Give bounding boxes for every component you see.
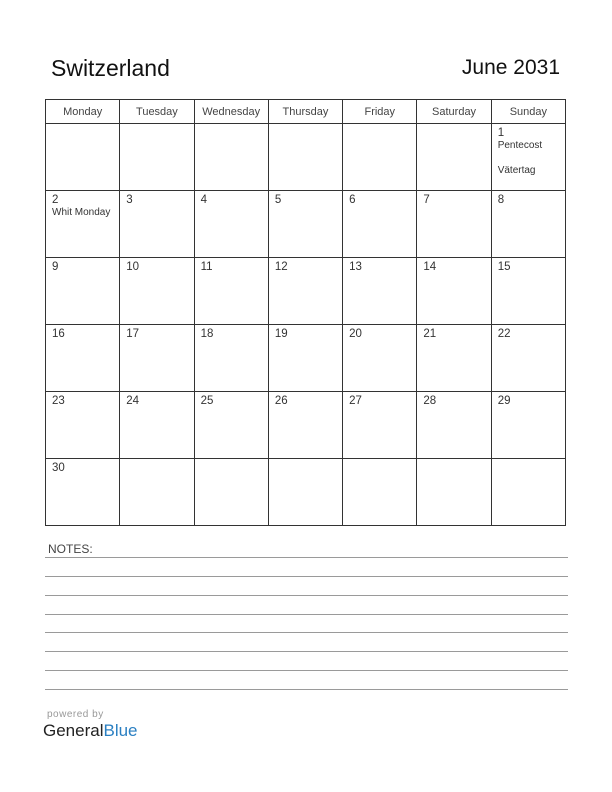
day-cell xyxy=(120,325,194,392)
day-cell xyxy=(417,124,491,191)
logo-blue-text: Blue xyxy=(103,721,138,740)
day-cell xyxy=(417,392,491,459)
logo-general-text: General xyxy=(43,721,104,740)
day-number: 26 xyxy=(274,395,288,407)
holiday-label: Pentecost xyxy=(497,140,543,151)
day-cell xyxy=(120,459,194,526)
country-title: Switzerland xyxy=(51,55,170,81)
calendar-grid xyxy=(45,99,566,526)
day-cell xyxy=(343,325,417,392)
holiday-label: Vätertag xyxy=(497,165,536,176)
day-cell xyxy=(491,392,565,459)
weekday-header-friday: Friday xyxy=(343,100,417,124)
note-line xyxy=(45,670,568,671)
day-number: 25 xyxy=(200,395,214,407)
day-number: 19 xyxy=(274,328,288,340)
day-cell xyxy=(194,191,268,258)
day-number: 21 xyxy=(423,328,437,340)
day-number: 18 xyxy=(200,328,214,340)
week-row xyxy=(46,392,566,459)
note-line xyxy=(45,595,568,596)
weekday-header-saturday: Saturday xyxy=(417,100,491,124)
week-row xyxy=(46,124,566,191)
weekday-header-thursday: Thursday xyxy=(268,100,342,124)
day-number: 30 xyxy=(52,462,65,474)
day-cell xyxy=(491,459,565,526)
week-row xyxy=(46,459,566,526)
day-cell xyxy=(491,191,565,258)
day-number: 16 xyxy=(52,328,65,340)
day-number: 15 xyxy=(497,261,511,273)
day-cell xyxy=(491,258,565,325)
note-line xyxy=(45,614,568,615)
week-row xyxy=(46,191,566,258)
day-cell xyxy=(268,258,342,325)
week-row xyxy=(46,325,566,392)
day-cell xyxy=(46,459,120,526)
day-number: 20 xyxy=(349,328,362,340)
weekday-header-row xyxy=(46,100,566,124)
weekday-header-monday: Monday xyxy=(46,100,120,124)
day-cell xyxy=(46,191,120,258)
notes-label: NOTES: xyxy=(48,542,93,556)
day-cell xyxy=(268,392,342,459)
day-number: 9 xyxy=(52,261,59,273)
week-row xyxy=(46,258,566,325)
day-cell xyxy=(46,392,120,459)
day-cell xyxy=(343,459,417,526)
day-cell xyxy=(120,191,194,258)
calendar-body xyxy=(46,124,566,526)
day-number: 2 xyxy=(52,194,59,206)
day-cell xyxy=(120,124,194,191)
day-number: 23 xyxy=(52,395,65,407)
day-cell xyxy=(194,459,268,526)
note-line xyxy=(45,557,568,558)
day-number: 27 xyxy=(349,395,362,407)
day-number: 28 xyxy=(423,395,437,407)
day-cell xyxy=(194,392,268,459)
holiday-label: Whit Monday xyxy=(52,207,111,218)
day-cell xyxy=(343,191,417,258)
day-cell xyxy=(268,459,342,526)
day-number: 13 xyxy=(349,261,362,273)
day-cell xyxy=(46,258,120,325)
powered-by-text: powered by xyxy=(47,709,104,720)
day-number: 14 xyxy=(423,261,437,273)
day-cell xyxy=(46,124,120,191)
day-number: 3 xyxy=(126,194,133,206)
month-year-title: June 2031 xyxy=(461,56,560,79)
day-cell xyxy=(268,124,342,191)
day-number: 1 xyxy=(497,127,505,139)
day-number: 12 xyxy=(274,261,288,273)
weekday-header-tuesday: Tuesday xyxy=(120,100,194,124)
day-cell xyxy=(343,258,417,325)
note-line xyxy=(45,632,568,633)
day-number: 8 xyxy=(497,194,505,206)
weekday-header-sunday: Sunday xyxy=(491,100,565,124)
day-cell xyxy=(120,392,194,459)
day-cell xyxy=(417,459,491,526)
note-line xyxy=(45,576,568,577)
generalblue-logo[interactable] xyxy=(43,721,138,741)
day-number: 11 xyxy=(200,261,213,273)
day-cell xyxy=(194,325,268,392)
day-cell xyxy=(194,258,268,325)
day-number: 17 xyxy=(126,328,140,340)
day-number: 22 xyxy=(497,328,511,340)
day-cell xyxy=(491,124,565,191)
day-cell xyxy=(343,392,417,459)
day-number: 7 xyxy=(423,194,430,206)
note-line xyxy=(45,689,568,690)
day-number: 6 xyxy=(349,194,356,206)
note-line xyxy=(45,651,568,652)
day-cell xyxy=(417,325,491,392)
day-cell xyxy=(343,124,417,191)
day-number: 5 xyxy=(274,194,282,206)
weekday-header-wednesday: Wednesday xyxy=(194,100,268,124)
day-cell xyxy=(417,258,491,325)
day-cell xyxy=(417,191,491,258)
day-cell xyxy=(120,258,194,325)
day-cell xyxy=(268,325,342,392)
day-cell xyxy=(194,124,268,191)
day-number: 4 xyxy=(200,194,207,206)
day-cell xyxy=(268,191,342,258)
day-cell xyxy=(491,325,565,392)
day-cell xyxy=(46,325,120,392)
day-number: 29 xyxy=(497,395,511,407)
day-number: 10 xyxy=(126,261,140,273)
day-number: 24 xyxy=(126,395,140,407)
